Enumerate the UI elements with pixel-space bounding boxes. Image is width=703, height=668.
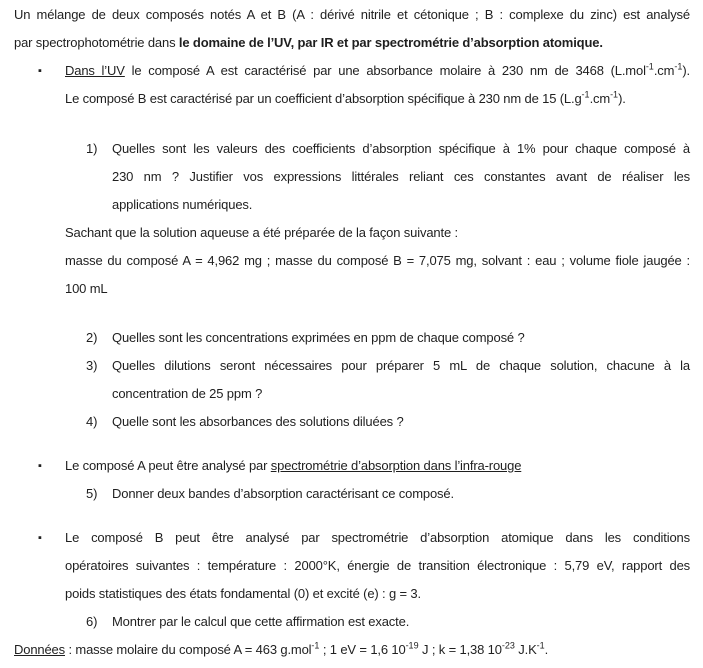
text-segment: -1 xyxy=(645,61,654,72)
text-segment: Le composé A peut être analysé par xyxy=(65,458,271,473)
text-segment: -23 xyxy=(501,640,515,651)
text-segment: poids statistiques des états fondamental (0) et excité (e) : g = 3. xyxy=(65,586,421,601)
question-1-line-2 xyxy=(112,163,690,191)
list-number: 6) xyxy=(86,614,98,629)
list-number: 5) xyxy=(86,486,98,501)
text-segment: J ; k = 1,38 10 xyxy=(418,642,502,657)
bullet-aa-line-1 xyxy=(38,524,690,552)
text-segment: Le composé B peut être analysé par spectrométrie d’absorption atomique dans les conditions xyxy=(65,530,690,545)
text-segment: .cm xyxy=(653,63,675,78)
text-segment: Sachant que la solution aqueuse a été préparée de la façon suivante : xyxy=(65,225,458,240)
text-segment: Données xyxy=(14,642,65,657)
bullet-icon: ▪ xyxy=(38,65,42,77)
text-segment: Quelles sont les valeurs des coefficients d’absorption spécifique à 1% pour chaque composé à xyxy=(112,141,690,156)
question-6 xyxy=(86,608,690,636)
question-2 xyxy=(86,324,690,352)
text-segment: Quelle sont les absorbances des solutions diluées ? xyxy=(112,414,404,429)
text-segment: -19 xyxy=(405,640,419,651)
text-segment: Un mélange de deux composés notés A et B (A : dérivé nitrile et cétonique ; B : complexe du zinc) est analysé xyxy=(14,7,690,22)
masses-line xyxy=(65,247,690,275)
question-3-line-1 xyxy=(86,352,690,380)
bullet-icon: ▪ xyxy=(38,460,42,472)
bullet-ir xyxy=(38,452,690,480)
solution-intro xyxy=(65,219,690,247)
donnees-line xyxy=(14,636,690,664)
text-segment: Dans l’UV xyxy=(65,63,125,78)
list-number: 2) xyxy=(86,330,98,345)
text-segment: ). xyxy=(618,91,626,106)
text-segment: ; 1 eV = 1,6 10 xyxy=(319,642,406,657)
text-segment: -1 xyxy=(610,89,619,100)
bullet-icon: ▪ xyxy=(38,532,42,544)
bullet-aa-line-2 xyxy=(65,552,690,580)
text-segment: Montrer par le calcul que cette affirmation est exacte. xyxy=(112,614,410,629)
text-segment: Donner deux bandes d’absorption caractérisant ce composé. xyxy=(112,486,454,501)
text-segment: . xyxy=(544,642,549,657)
text-segment: 100 mL xyxy=(65,281,108,296)
intro-line-1 xyxy=(14,1,690,29)
question-1-line-1 xyxy=(86,135,690,163)
list-number: 1) xyxy=(86,141,98,156)
bullet-uv-line-1 xyxy=(38,57,690,85)
list-number: 4) xyxy=(86,414,98,429)
text-segment: le domaine de l’UV, par IR et par spectrométrie d’absorption atomique. xyxy=(178,35,603,50)
volume-line xyxy=(65,275,690,303)
text-segment: applications numériques. xyxy=(112,197,253,212)
text-segment: -1 xyxy=(674,61,683,72)
bullet-uv-line-2 xyxy=(65,85,690,113)
text-segment: J.K xyxy=(514,642,537,657)
text-segment: Quelles dilutions seront nécessaires pour préparer 5 mL de chaque solution, chacune à la xyxy=(112,358,690,373)
text-segment: par spectrophotométrie dans xyxy=(14,35,179,50)
text-segment: -1 xyxy=(311,640,320,651)
text-segment: ). xyxy=(682,63,690,78)
text-segment: masse du composé A = 4,962 mg ; masse du composé B = 7,075 mg, solvant : eau ; volume fiole jaugée : xyxy=(65,253,690,268)
bullet-aa-line-3 xyxy=(65,580,690,608)
text-segment: Le composé B est caractérisé par un coefficient d’absorption spécifique à 230 nm de 15 (L.g xyxy=(65,91,582,106)
text-segment: le composé A est caractérisé par une absorbance molaire à 230 nm de 3468 (L.mol xyxy=(124,63,646,78)
text-segment: -1 xyxy=(581,89,590,100)
text-segment: spectrométrie d’absorption dans l’infra-rouge xyxy=(270,458,522,473)
text-segment: opératoires suivantes : température : 2000°K, énergie de transition électronique : 5,79 eV, rapport des xyxy=(65,558,690,573)
text-segment: concentration de 25 ppm ? xyxy=(112,386,263,401)
text-segment: : masse molaire du composé A = 463 g.mol xyxy=(65,642,312,657)
text-segment: Quelles sont les concentrations exprimées en ppm de chaque composé ? xyxy=(112,330,525,345)
question-3-line-2 xyxy=(112,380,690,408)
text-segment: -1 xyxy=(536,640,545,651)
intro-line-2 xyxy=(14,29,690,57)
text-segment: 230 nm ? Justifier vos expressions littérales reliant ces constantes avant de réaliser les xyxy=(112,169,690,184)
list-number: 3) xyxy=(86,358,98,373)
question-1-line-3 xyxy=(112,191,690,219)
text-segment: .cm xyxy=(589,91,611,106)
question-4 xyxy=(86,408,690,436)
question-5 xyxy=(86,480,690,508)
